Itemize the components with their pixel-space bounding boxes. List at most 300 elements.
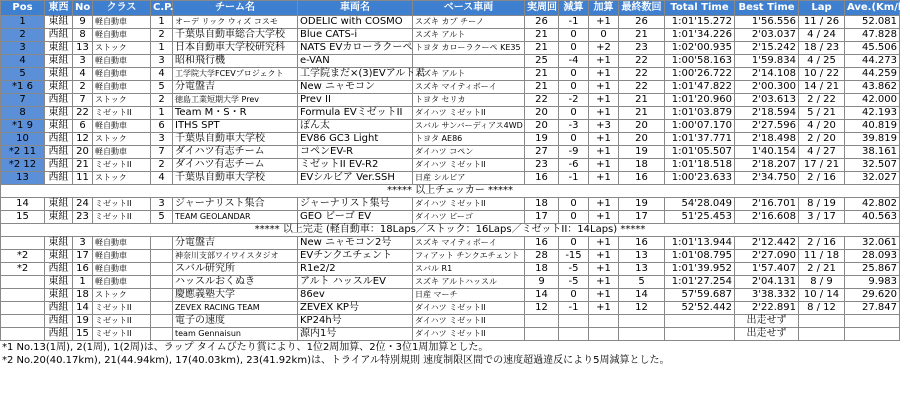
cell-base	[413, 55, 525, 68]
cell-car: ODELIC with COSMO	[298, 16, 413, 29]
cell-ave: 25.867	[845, 263, 900, 276]
column-header: Ave.(Km/h)	[845, 1, 900, 16]
table-row	[1, 263, 900, 276]
cell-cls: ミゼットII	[93, 302, 151, 315]
cell-best: 2'15.242	[735, 42, 799, 55]
cell-laps: 21	[525, 42, 559, 55]
cell-ave: 27.847	[845, 302, 900, 315]
cell-plus: +1	[589, 146, 619, 159]
cell-minus: 0	[559, 237, 589, 250]
cell-ave: 38.161	[845, 146, 900, 159]
cell-pos	[1, 315, 45, 328]
cell-minus: 0	[559, 107, 589, 120]
cell-plus: 0	[589, 29, 619, 42]
cell-plus	[589, 315, 619, 328]
cell-cp	[151, 263, 173, 276]
cell-team: ハッスルおくぬき	[173, 276, 298, 289]
cell-pos: *2 11	[1, 146, 45, 159]
cell-pos: *2	[1, 263, 45, 276]
cell-best: 2'27.090	[735, 250, 799, 263]
cell-minus: -5	[559, 263, 589, 276]
cell-plus: +1	[589, 94, 619, 107]
cell-cls: ミゼットII	[93, 107, 151, 120]
cell-best: 2'18.207	[735, 159, 799, 172]
cell-cp	[151, 302, 173, 315]
cell-final: 13	[619, 250, 665, 263]
cell-region: 東組	[45, 81, 73, 94]
cell-pos	[1, 237, 45, 250]
table-row	[1, 315, 900, 328]
cell-plus: +1	[589, 237, 619, 250]
cell-region: 西組	[45, 133, 73, 146]
cell-base: トヨタ カローラクーペ KE35	[413, 42, 525, 55]
cell-lap	[799, 328, 845, 341]
cell-lap: 10 / 14	[799, 289, 845, 302]
cell-laps: 21	[525, 81, 559, 94]
cell-cp	[151, 315, 173, 328]
cell-no: 4	[73, 68, 93, 81]
cell-cp: 1	[151, 16, 173, 29]
cell-minus: 0	[559, 198, 589, 211]
cell-base: スズキ アルトハッスル	[413, 276, 525, 289]
cell-best: 2'14.108	[735, 68, 799, 81]
cell-region: 西組	[45, 29, 73, 42]
cell-ave: 43.862	[845, 81, 900, 94]
cell-cls: 軽自動車	[93, 237, 151, 250]
cell-plus: +1	[589, 198, 619, 211]
column-header: No	[73, 1, 93, 16]
cell-final: 18	[619, 159, 665, 172]
cell-region: 東組	[45, 276, 73, 289]
cell-minus	[559, 328, 589, 341]
cell-pos: 10	[1, 133, 45, 146]
cell-car: アルト ハッスルEV	[298, 276, 413, 289]
cell-ave: 40.563	[845, 211, 900, 224]
cell-car: ぽん太	[298, 120, 413, 133]
cell-no: 13	[73, 42, 93, 55]
cell-cp: 1	[151, 42, 173, 55]
cell-plus: +1	[589, 250, 619, 263]
cell-lap: 11 / 26	[799, 16, 845, 29]
cell-plus: +3	[589, 120, 619, 133]
cell-pos	[1, 289, 45, 302]
cell-region: 西組	[45, 328, 73, 341]
cell-minus: -4	[559, 55, 589, 68]
cell-minus: -5	[559, 276, 589, 289]
cell-total: 52'52.442	[665, 302, 735, 315]
table-row	[1, 120, 900, 133]
cell-laps: 22	[525, 94, 559, 107]
cell-no: 1	[73, 276, 93, 289]
cell-car: New ニャモコン2号	[298, 237, 413, 250]
cell-no: 24	[73, 198, 93, 211]
cell-car: ミゼットII EV-R2	[298, 159, 413, 172]
column-header: Lap	[799, 1, 845, 16]
cell-cls: 軽自動車	[93, 55, 151, 68]
column-header: Best Time	[735, 1, 799, 16]
cell-no: 11	[73, 172, 93, 185]
cell-no: 2	[73, 81, 93, 94]
cell-team: 千葉県自動車総合大学校	[173, 29, 298, 42]
cell-ave: 42.802	[845, 198, 900, 211]
cell-cp	[151, 250, 173, 263]
cell-region: 東組	[45, 211, 73, 224]
cell-plus: +1	[589, 159, 619, 172]
cell-laps: 21	[525, 29, 559, 42]
cell-minus: 0	[559, 289, 589, 302]
cell-minus: -1	[559, 302, 589, 315]
table-row	[1, 250, 900, 263]
cell-minus: 0	[559, 29, 589, 42]
cell-no: 23	[73, 211, 93, 224]
cell-best: 2'04.131	[735, 276, 799, 289]
cell-cls: 軽自動車	[93, 263, 151, 276]
cell-final: 23	[619, 42, 665, 55]
cell-best: 2'27.596	[735, 120, 799, 133]
cell-total: 1:01'47.822	[665, 81, 735, 94]
cell-lap: 4 / 27	[799, 146, 845, 159]
cell-base: ダイハツ ミゼットII	[413, 198, 525, 211]
cell-base: スズキ マイティボーイ	[413, 81, 525, 94]
table-row	[1, 16, 900, 29]
table-row	[1, 107, 900, 120]
cell-lap: 3 / 17	[799, 211, 845, 224]
cell-lap: 4 / 25	[799, 55, 845, 68]
cell-total	[665, 315, 735, 328]
cell-final: 20	[619, 120, 665, 133]
cell-final: 22	[619, 55, 665, 68]
column-header: 加算	[589, 1, 619, 16]
cell-best: 1'57.407	[735, 263, 799, 276]
cell-team: 神奈川支部ワイワイスタジオ	[173, 250, 298, 263]
cell-laps: 9	[525, 276, 559, 289]
cell-total: 1:00'58.163	[665, 55, 735, 68]
cell-total: 1:01'39.952	[665, 263, 735, 276]
cell-cls: ストック	[93, 94, 151, 107]
cell-pos: *2 12	[1, 159, 45, 172]
cell-total	[665, 328, 735, 341]
cell-base: スバル サンバーディアス4WD	[413, 120, 525, 133]
cell-lap: 5 / 21	[799, 107, 845, 120]
cell-final: 17	[619, 211, 665, 224]
cell-pos: 4	[1, 55, 45, 68]
table-row	[1, 146, 900, 159]
cell-pos: 2	[1, 29, 45, 42]
cell-laps: 16	[525, 237, 559, 250]
cell-team: 分電盤吉	[173, 237, 298, 250]
cell-region: 西組	[45, 302, 73, 315]
cell-ave: 52.081	[845, 16, 900, 29]
cell-cls: 軽自動車	[93, 68, 151, 81]
cell-minus: 0	[559, 133, 589, 146]
cell-ave: 42.193	[845, 107, 900, 120]
column-header: Total Time	[665, 1, 735, 16]
table-row	[1, 328, 900, 341]
cell-final: 12	[619, 302, 665, 315]
cell-plus: +1	[589, 263, 619, 276]
cell-pos: 14	[1, 198, 45, 211]
cell-laps	[525, 328, 559, 341]
cell-no: 8	[73, 29, 93, 42]
cell-no: 19	[73, 315, 93, 328]
cell-base: フィアット チンクエチェント	[413, 250, 525, 263]
cell-final: 13	[619, 263, 665, 276]
cell-team: 徳島工業短期大学 Prev	[173, 94, 298, 107]
cell-team: Team M・S・R	[173, 107, 298, 120]
cell-car: New ニャモコン	[298, 81, 413, 94]
cell-best: 1'56.556	[735, 16, 799, 29]
cell-laps: 23	[525, 159, 559, 172]
note-2: *2 No.20(40.17km), 21(44.94km), 17(40.03km), 23(41.92km)は、トライアル特別規則 速度制限区間での速度超過違反により5周減算とした。	[2, 355, 670, 366]
cell-ave: 29.620	[845, 289, 900, 302]
cell-pos	[1, 328, 45, 341]
cell-cp: 1	[151, 107, 173, 120]
cell-plus: +1	[589, 55, 619, 68]
table-row	[1, 55, 900, 68]
cell-cls: ミゼットII	[93, 315, 151, 328]
cell-lap: 8 / 19	[799, 198, 845, 211]
cell-cp: 2	[151, 94, 173, 107]
cell-car: 工学院まだ×(3)EVアルト君	[298, 68, 413, 81]
cell-region: 西組	[45, 315, 73, 328]
cell-pos	[1, 276, 45, 289]
cell-plus: +2	[589, 42, 619, 55]
cell-team: 千葉県自動車大学校	[173, 133, 298, 146]
cell-no: 3	[73, 237, 93, 250]
cell-best: 出走せず	[735, 328, 799, 341]
cell-final	[619, 328, 665, 341]
cell-final: 19	[619, 146, 665, 159]
table-row	[1, 289, 900, 302]
cell-region: 東組	[45, 16, 73, 29]
cell-pos: 8	[1, 107, 45, 120]
cell-ave: 42.000	[845, 94, 900, 107]
table-row	[1, 172, 900, 185]
cell-car: Blue CATS-i	[298, 29, 413, 42]
cell-ave: 32.027	[845, 172, 900, 185]
header-row	[1, 1, 900, 16]
cell-best: 2'03.037	[735, 29, 799, 42]
cell-best: 2'18.594	[735, 107, 799, 120]
cell-minus: -9	[559, 146, 589, 159]
cell-laps: 14	[525, 289, 559, 302]
cell-plus: +1	[589, 133, 619, 146]
cell-base: スズキ アルト	[413, 29, 525, 42]
cell-best: 3'38.332	[735, 289, 799, 302]
cell-best: 2'18.498	[735, 133, 799, 146]
cell-team: 工学院大学FCEVプロジェクト	[173, 68, 298, 81]
cell-cp: 2	[151, 29, 173, 42]
cell-car: 86ev	[298, 289, 413, 302]
column-header: C.P.	[151, 1, 173, 16]
cell-car: EV86 GC3 Light	[298, 133, 413, 146]
cell-car: EVチンクエチェント	[298, 250, 413, 263]
cell-region: 東組	[45, 55, 73, 68]
cell-car: ジャーナリスト集号	[298, 198, 413, 211]
cell-cls: 軽自動車	[93, 29, 151, 42]
cell-total: 1:01'05.507	[665, 146, 735, 159]
column-header: Pos	[1, 1, 45, 16]
cell-plus: +1	[589, 16, 619, 29]
cell-lap: 2 / 21	[799, 263, 845, 276]
cell-region: 西組	[45, 94, 73, 107]
cell-best: 1'40.154	[735, 146, 799, 159]
cell-cp: 2	[151, 159, 173, 172]
cell-total: 1:01'37.771	[665, 133, 735, 146]
cell-base: ダイハツ ビーゴ	[413, 211, 525, 224]
cell-no: 9	[73, 16, 93, 29]
cell-lap: 4 / 24	[799, 29, 845, 42]
column-header: 車両名	[298, 1, 413, 16]
cell-base: スズキ アルト	[413, 68, 525, 81]
cell-cp: 3	[151, 133, 173, 146]
cell-cls: ミゼットII	[93, 198, 151, 211]
checker-banner-text: ***** 以上チェッカー *****	[1, 185, 900, 198]
cell-pos: 1	[1, 16, 45, 29]
note-1: *1 No.13(1周), 2(1周), 1(2周)は、ラップ タイムびたり賞により、1位2周加算、2位・3位1周加算とした。	[2, 342, 489, 353]
cell-plus: +1	[589, 68, 619, 81]
checker-banner	[1, 185, 900, 198]
cell-ave: 28.093	[845, 250, 900, 263]
cell-base: スズキ マイティボーイ	[413, 237, 525, 250]
cell-pos	[1, 302, 45, 315]
cell-base: トヨタ セリカ	[413, 94, 525, 107]
cell-laps: 25	[525, 55, 559, 68]
cell-final: 21	[619, 29, 665, 42]
cell-region: 東組	[45, 198, 73, 211]
cell-team: 千葉県自動車大学校	[173, 172, 298, 185]
cell-cp: 7	[151, 146, 173, 159]
cell-region: 西組	[45, 172, 73, 185]
cell-team: スバル研究所	[173, 263, 298, 276]
cell-team: 電子の速度	[173, 315, 298, 328]
cell-cls: 軽自動車	[93, 16, 151, 29]
cell-best: 2'16.608	[735, 211, 799, 224]
cell-final: 16	[619, 172, 665, 185]
cell-base: スズキ カプ チーノ	[413, 16, 525, 29]
cell-total: 1:01'34.226	[665, 29, 735, 42]
cell-car: e-VAN	[298, 55, 413, 68]
cell-team: 慶應義塾大学	[173, 289, 298, 302]
cell-total: 54'28.049	[665, 198, 735, 211]
cell-total: 1:01'03.879	[665, 107, 735, 120]
cell-region: 東組	[45, 237, 73, 250]
cell-no: 20	[73, 146, 93, 159]
cell-car: Prev II	[298, 94, 413, 107]
cell-final: 21	[619, 107, 665, 120]
cell-no: 21	[73, 159, 93, 172]
cell-best: 2'16.701	[735, 198, 799, 211]
cell-car: NATS EVカローラクーペ	[298, 42, 413, 55]
cell-cp: 3	[151, 55, 173, 68]
cell-region: 東組	[45, 250, 73, 263]
cell-plus: +1	[589, 302, 619, 315]
cell-minus: 0	[559, 81, 589, 94]
cell-laps: 26	[525, 16, 559, 29]
cell-total: 1:00'07.170	[665, 120, 735, 133]
cell-cls: 軽自動車	[93, 120, 151, 133]
column-header: クラス	[93, 1, 151, 16]
cell-final: 22	[619, 68, 665, 81]
cell-plus: +1	[589, 172, 619, 185]
cell-base: トヨタ AE86	[413, 133, 525, 146]
cell-cp: 4	[151, 172, 173, 185]
cell-team: 日本自動車大学校研究科	[173, 42, 298, 55]
table-row	[1, 133, 900, 146]
cell-laps: 12	[525, 302, 559, 315]
cell-no: 18	[73, 289, 93, 302]
cell-ave	[845, 315, 900, 328]
cell-minus: -3	[559, 120, 589, 133]
cell-best: 2'00.300	[735, 81, 799, 94]
cell-ave: 39.819	[845, 133, 900, 146]
cell-lap: 8 / 12	[799, 302, 845, 315]
cell-laps: 16	[525, 172, 559, 185]
cell-no: 12	[73, 133, 93, 146]
cell-minus: 0	[559, 211, 589, 224]
cell-region: 東組	[45, 289, 73, 302]
cell-team: ITHS SPT	[173, 120, 298, 133]
cell-ave: 32.507	[845, 159, 900, 172]
table-row	[1, 237, 900, 250]
cell-team: オーデ リック ウィズ コスモ	[173, 16, 298, 29]
cell-no: 17	[73, 250, 93, 263]
cell-no: 22	[73, 107, 93, 120]
cell-base: ダイハツ ミゼットII	[413, 159, 525, 172]
cell-cp: 4	[151, 68, 173, 81]
cell-team: 分電盤吉	[173, 81, 298, 94]
cell-minus: -2	[559, 94, 589, 107]
cell-pos: 13	[1, 172, 45, 185]
cell-laps: 18	[525, 263, 559, 276]
cell-laps: 27	[525, 146, 559, 159]
cell-minus: 0	[559, 68, 589, 81]
cell-plus: +1	[589, 107, 619, 120]
table-row	[1, 42, 900, 55]
cell-best: 2'12.442	[735, 237, 799, 250]
table-row	[1, 159, 900, 172]
cell-laps: 20	[525, 120, 559, 133]
cell-total: 1:01'18.518	[665, 159, 735, 172]
cell-final: 16	[619, 237, 665, 250]
cell-laps: 17	[525, 211, 559, 224]
cell-lap: 2 / 20	[799, 133, 845, 146]
cell-cp	[151, 328, 173, 341]
cell-lap	[799, 315, 845, 328]
cell-base: ダイハツ ミゼットII	[413, 328, 525, 341]
cell-team: ジャーナリスト集合	[173, 198, 298, 211]
cell-base: 日産 マーチ	[413, 289, 525, 302]
cell-plus: +1	[589, 276, 619, 289]
cell-laps: 20	[525, 107, 559, 120]
cell-region: 東組	[45, 120, 73, 133]
cell-laps: 18	[525, 198, 559, 211]
cell-best: 出走せず	[735, 315, 799, 328]
cell-best: 2'34.750	[735, 172, 799, 185]
cell-car: ZEVEX KP号	[298, 302, 413, 315]
cell-pos: 5	[1, 68, 45, 81]
cell-minus: 0	[559, 42, 589, 55]
cell-lap: 2 / 22	[799, 94, 845, 107]
cell-lap: 2 / 16	[799, 237, 845, 250]
cell-no: 16	[73, 263, 93, 276]
cell-minus: -15	[559, 250, 589, 263]
cell-base: ダイハツ ミゼットII	[413, 315, 525, 328]
cell-region: 西組	[45, 146, 73, 159]
cell-total: 1:01'15.272	[665, 16, 735, 29]
table-row	[1, 276, 900, 289]
cell-plus: +1	[589, 81, 619, 94]
